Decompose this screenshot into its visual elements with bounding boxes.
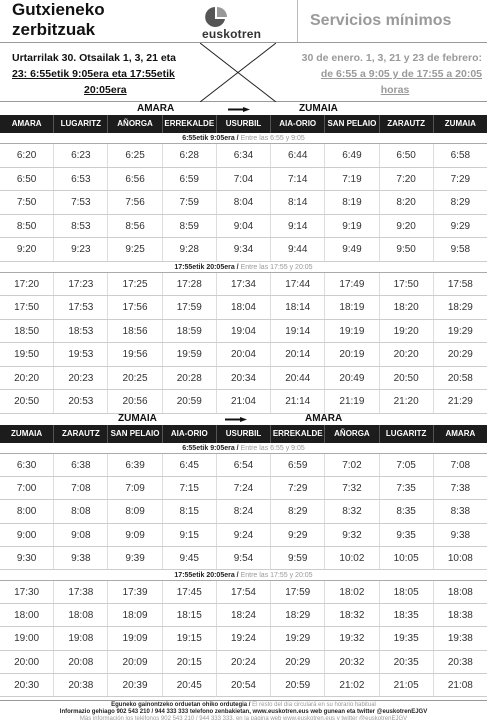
table-row [0, 320, 487, 344]
departure-time: 8:53 [54, 215, 108, 238]
stop-header: AIA-ORIO [271, 115, 325, 133]
departure-time: 8:09 [108, 500, 162, 522]
departure-time: 20:50 [380, 367, 434, 390]
departure-time: 19:32 [325, 627, 379, 649]
departure-time: 7:00 [0, 477, 54, 499]
departure-time: 19:50 [0, 343, 54, 366]
departure-time: 10:05 [380, 547, 434, 569]
schedule-basque-line: 20:05era [84, 84, 127, 96]
departure-time: 9:50 [380, 238, 434, 261]
table-row [0, 477, 487, 500]
departure-time: 19:35 [380, 627, 434, 649]
stop-header: AÑORGA [108, 115, 162, 133]
departure-time: 18:38 [447, 610, 473, 622]
departure-time: 20:04 [217, 343, 271, 366]
departure-time: 7:05 [380, 454, 434, 476]
departure-time: 7:53 [54, 191, 108, 214]
departure-time: 17:25 [108, 273, 162, 296]
departure-time: 6:50 [0, 168, 54, 191]
euskotren-logo [200, 2, 296, 40]
direction-from: AMARA [137, 103, 175, 114]
departure-time: 9:34 [217, 238, 271, 261]
schedule-blocks [0, 443, 487, 697]
table-row [0, 651, 487, 674]
departure-time: 18:19 [325, 296, 379, 319]
departure-time: 18:09 [108, 604, 162, 626]
departure-time: 20:39 [108, 674, 162, 696]
departure-time: 8:35 [380, 500, 434, 522]
departure-time: 18:59 [163, 320, 217, 343]
departure-time: 8:32 [325, 500, 379, 522]
departure-time: 19:09 [108, 627, 162, 649]
departure-time: 21:29 [447, 396, 473, 407]
departure-time: 18:24 [217, 604, 271, 626]
departure-time: 8:00 [0, 500, 54, 522]
departure-time: 21:14 [271, 390, 325, 413]
departure-time: 19:14 [271, 320, 325, 343]
table-row [0, 524, 487, 547]
logo-name: euskotren [202, 27, 262, 41]
departure-time: 20:35 [380, 651, 434, 673]
departure-time: 7:59 [163, 191, 217, 214]
departure-time: 9:08 [54, 524, 108, 546]
stop-header: USURBIL [217, 115, 271, 133]
departure-time: 20:53 [54, 390, 108, 413]
schedule-blocks [0, 133, 487, 414]
departure-time: 20:19 [325, 343, 379, 366]
departure-time: 20:38 [54, 674, 108, 696]
departure-time: 6:28 [163, 144, 217, 167]
schedule-spanish-line: horas [380, 84, 410, 96]
departure-time: 9:20 [0, 238, 54, 261]
departure-time: 7:56 [108, 191, 162, 214]
departure-time: 20:49 [325, 367, 379, 390]
departure-time: 9:58 [450, 244, 471, 255]
departure-time: 18:32 [325, 604, 379, 626]
departure-time: 9:14 [271, 215, 325, 238]
departure-time: 20:56 [108, 390, 162, 413]
departure-time: 17:53 [54, 296, 108, 319]
departure-time: 9:45 [163, 547, 217, 569]
footer-info-spanish: Más información los teléfonos 902 543 210 / 944 333 333, en la página web www.euskotren.eus y twitter @euskotrenEJGV [79, 716, 408, 720]
stop-header: AMARA [0, 115, 54, 133]
departure-time: 9:30 [0, 547, 54, 569]
stop-header: ERREKALDE [163, 115, 217, 133]
timetable-zumaia-amara [0, 413, 487, 697]
departure-time: 9:20 [380, 215, 434, 238]
departure-time: 19:29 [271, 627, 325, 649]
departure-time: 8:59 [163, 215, 217, 238]
departure-time: 20:00 [0, 651, 54, 673]
departure-time: 19:38 [447, 633, 473, 645]
departure-time: 9:54 [217, 547, 271, 569]
departure-time: 9:29 [450, 220, 471, 232]
departure-time: 17:58 [447, 278, 473, 290]
departure-time: 7:24 [217, 477, 271, 499]
departure-time: 21:04 [217, 390, 271, 413]
departure-time: 7:29 [450, 173, 471, 185]
departure-time: 19:19 [325, 320, 379, 343]
departure-time: 10:02 [325, 547, 379, 569]
departure-time: 7:19 [325, 168, 379, 191]
departure-time: 21:08 [447, 679, 473, 691]
departure-time: 20:25 [108, 367, 162, 390]
departure-time: 8:38 [450, 506, 471, 518]
schedule-spanish [268, 50, 482, 98]
stop-header: AMARA [445, 429, 476, 438]
departure-time: 7:08 [450, 460, 471, 471]
departure-time: 6:20 [0, 144, 54, 167]
time-window-basque: 6:55etik 9:05era / [182, 445, 239, 452]
time-window-basque: 6:55etik 9:05era / [182, 135, 239, 142]
departure-time: 6:58 [450, 150, 471, 161]
departure-time: 17:38 [54, 581, 108, 603]
stop-header: AIA-ORIO [163, 425, 217, 443]
departure-time: 18:08 [447, 586, 473, 598]
departure-time: 19:29 [447, 325, 473, 337]
arrow-right-icon [228, 107, 250, 112]
table-row [0, 215, 487, 239]
time-window-basque: 17:55etik 20:05era / [174, 571, 239, 579]
table-row [0, 273, 487, 297]
time-window-band [0, 443, 487, 454]
departure-time: 9:28 [163, 238, 217, 261]
departure-time: 20:15 [163, 651, 217, 673]
departure-time: 9:38 [54, 547, 108, 569]
stop-header: SAN PELAIO [325, 115, 379, 133]
departure-time: 18:56 [108, 320, 162, 343]
departure-time: 6:49 [325, 144, 379, 167]
departure-time: 8:29 [271, 500, 325, 522]
departure-time: 17:30 [0, 581, 54, 603]
departure-time: 9:38 [450, 529, 471, 541]
departure-time: 9:15 [163, 524, 217, 546]
departure-time: 8:56 [108, 215, 162, 238]
schedule-spanish-line: 30 de enero. 1, 3, 21 y 23 de febrero: [301, 52, 482, 64]
time-window-spanish: Entre las 17:55 y 20:05 [240, 571, 313, 579]
departure-time: 9:09 [108, 524, 162, 546]
header [0, 0, 487, 102]
departure-time: 6:39 [108, 454, 162, 476]
stop-header: AÑORGA [325, 425, 379, 443]
departure-time: 8:20 [380, 191, 434, 214]
departure-time: 9:44 [271, 238, 325, 261]
stop-header: ERREKALDE [271, 425, 325, 443]
departure-time: 18:53 [54, 320, 108, 343]
table-row [0, 627, 487, 650]
departure-time: 7:14 [271, 168, 325, 191]
schedule-basque-line: 23: 6:55etik 9:05era eta 17:55etik [12, 68, 175, 80]
table-row [0, 191, 487, 215]
departure-time: 6:38 [54, 454, 108, 476]
departure-time: 19:59 [163, 343, 217, 366]
departure-time: 18:14 [271, 296, 325, 319]
footer-line-1 [0, 702, 487, 709]
table-row [0, 390, 487, 414]
departure-time: 8:29 [450, 197, 471, 208]
departure-time: 7:32 [325, 477, 379, 499]
departure-time: 18:05 [380, 581, 434, 603]
departure-time: 6:54 [217, 454, 271, 476]
arrow-right-icon [225, 417, 247, 422]
departure-time: 6:34 [217, 144, 271, 167]
stop-header: LUGARITZ [54, 115, 108, 133]
departure-time: 21:19 [325, 390, 379, 413]
title-basque: Gutxieneko zerbitzuak [12, 0, 105, 39]
departure-time: 7:20 [380, 168, 434, 191]
departure-time: 8:15 [163, 500, 217, 522]
departure-time: 7:02 [325, 454, 379, 476]
footer-note-spanish: El resto del día circulará en su horario habitual [252, 702, 376, 708]
stop-header: LUGARITZ [380, 425, 434, 443]
departure-time: 17:59 [271, 581, 325, 603]
departure-time: 17:20 [0, 273, 54, 296]
direction-header [0, 413, 487, 425]
direction-header [0, 103, 487, 115]
departure-time: 19:24 [217, 627, 271, 649]
departure-time: 17:49 [325, 273, 379, 296]
departure-time: 17:50 [0, 296, 54, 319]
departure-time: 17:34 [217, 273, 271, 296]
departure-time: 6:53 [54, 168, 108, 191]
departure-time: 7:50 [0, 191, 54, 214]
departure-time: 9:25 [108, 238, 162, 261]
departure-time: 9:23 [54, 238, 108, 261]
time-window-spanish: Entre las 17:55 y 20:05 [240, 263, 313, 271]
departure-time: 20:09 [108, 651, 162, 673]
departure-time: 20:59 [271, 674, 325, 696]
departure-time: 19:53 [54, 343, 108, 366]
departure-time: 9:39 [108, 547, 162, 569]
departure-time: 8:08 [54, 500, 108, 522]
departure-time: 9:35 [380, 524, 434, 546]
departure-time: 8:24 [217, 500, 271, 522]
departure-time: 20:34 [217, 367, 271, 390]
departure-time: 19:04 [217, 320, 271, 343]
stop-header: ZUMAIA [0, 425, 54, 443]
departure-time: 8:50 [0, 215, 54, 238]
departure-time: 19:08 [54, 627, 108, 649]
table-row [0, 367, 487, 391]
departure-time: 8:14 [271, 191, 325, 214]
time-window-band [0, 570, 487, 581]
stop-header: USURBIL [217, 425, 271, 443]
table-row [0, 168, 487, 192]
departure-time: 6:30 [0, 454, 54, 476]
departure-time: 9:29 [271, 524, 325, 546]
departure-time: 20:24 [217, 651, 271, 673]
footer-note-basque: Eguneko gainontzeko orduetan ohiko ordutegia / [111, 702, 251, 708]
departure-time: 18:29 [447, 302, 473, 313]
departure-time: 6:23 [54, 144, 108, 167]
departure-time: 20:54 [217, 674, 271, 696]
departure-time: 20:30 [0, 674, 54, 696]
table-row [0, 238, 487, 262]
departure-time: 18:35 [380, 604, 434, 626]
departure-time: 9:00 [0, 524, 54, 546]
departure-time: 18:20 [380, 296, 434, 319]
time-window-band [0, 133, 487, 144]
departure-time: 6:25 [108, 144, 162, 167]
departure-time: 9:59 [271, 547, 325, 569]
departure-time: 20:29 [447, 349, 473, 360]
departure-time: 17:23 [54, 273, 108, 296]
table-row [0, 604, 487, 627]
departure-time: 19:56 [108, 343, 162, 366]
departure-time: 20:20 [380, 343, 434, 366]
departure-time: 7:08 [54, 477, 108, 499]
schedule-spanish-line: de 6:55 a 9:05 y de 17:55 a 20:05 [320, 68, 482, 80]
stop-header: ZARAUTZ [380, 115, 434, 133]
direction-to: ZUMAIA [299, 103, 338, 114]
departure-time: 17:50 [380, 273, 434, 296]
departure-time: 7:38 [450, 483, 471, 495]
departure-time: 18:29 [271, 604, 325, 626]
table-row [0, 343, 487, 367]
departure-time: 20:50 [0, 390, 54, 413]
departure-time: 17:39 [108, 581, 162, 603]
footer [0, 700, 487, 720]
table-row [0, 500, 487, 523]
departure-time: 21:05 [380, 674, 434, 696]
departure-time: 20:58 [447, 372, 473, 384]
departure-time: 7:35 [380, 477, 434, 499]
table-row [0, 144, 487, 168]
departure-time: 21:02 [325, 674, 379, 696]
departure-time: 20:44 [271, 367, 325, 390]
stops-header-row [0, 115, 487, 133]
departure-time: 20:28 [163, 367, 217, 390]
footer-info-basque: Informazio gehiago 902 543 210 / 944 333 333 telefono zenbakietan, www.euskotren.eus web gunean eta twitter @euskotrenEJGV [59, 709, 428, 715]
departure-time: 18:04 [217, 296, 271, 319]
departure-time: 21:20 [380, 390, 434, 413]
direction-from: ZUMAIA [118, 413, 157, 424]
departure-time: 6:45 [163, 454, 217, 476]
departure-time: 7:04 [217, 168, 271, 191]
departure-time: 9:24 [217, 524, 271, 546]
timetable-amara-zumaia [0, 103, 487, 414]
departure-time: 7:29 [271, 477, 325, 499]
stop-header: ZUMAIA [444, 119, 476, 128]
table-row [0, 296, 487, 320]
departure-time: 17:44 [271, 273, 325, 296]
stops-header-row [0, 425, 487, 443]
departure-time: 8:04 [217, 191, 271, 214]
stop-header: SAN PELAIO [108, 425, 162, 443]
table-row [0, 581, 487, 604]
departure-time: 20:23 [54, 367, 108, 390]
direction-to: AMARA [305, 413, 343, 424]
departure-time: 18:50 [0, 320, 54, 343]
departure-time: 6:59 [271, 454, 325, 476]
table-row [0, 454, 487, 477]
departure-time: 20:14 [271, 343, 325, 366]
euskotren-logo-icon [202, 6, 228, 28]
departure-time: 9:19 [325, 215, 379, 238]
departure-time: 17:28 [163, 273, 217, 296]
departure-time: 19:00 [0, 627, 54, 649]
departure-time: 9:49 [325, 238, 379, 261]
departure-time: 17:59 [163, 296, 217, 319]
departure-time: 17:45 [163, 581, 217, 603]
departure-time: 8:19 [325, 191, 379, 214]
departure-time: 17:54 [217, 581, 271, 603]
departure-time: 9:32 [325, 524, 379, 546]
schedule-basque [12, 50, 212, 98]
departure-time: 20:59 [163, 390, 217, 413]
departure-time: 19:20 [380, 320, 434, 343]
departure-time: 19:15 [163, 627, 217, 649]
departure-time: 20:38 [447, 656, 473, 668]
title-spanish: Servicios mínimos [297, 0, 487, 42]
table-row [0, 674, 487, 697]
departure-time: 6:44 [271, 144, 325, 167]
time-window-spanish: Entre las 6:55 y 9:05 [240, 445, 305, 452]
time-window-band [0, 262, 487, 273]
stop-header: ZARAUTZ [54, 425, 108, 443]
schedule-basque-line: Urtarrilak 30. Otsailak 1, 3, 21 eta [12, 52, 177, 64]
departure-time: 20:29 [271, 651, 325, 673]
departure-time: 6:50 [380, 144, 434, 167]
table-row [0, 547, 487, 570]
departure-time: 20:45 [163, 674, 217, 696]
departure-time: 18:15 [163, 604, 217, 626]
departure-time: 6:59 [163, 168, 217, 191]
departure-time: 18:08 [54, 604, 108, 626]
departure-time: 17:56 [108, 296, 162, 319]
departure-time: 18:02 [325, 581, 379, 603]
departure-time: 7:09 [108, 477, 162, 499]
departure-time: 10:08 [447, 552, 473, 564]
departure-time: 20:32 [325, 651, 379, 673]
time-window-basque: 17:55etik 20:05era / [174, 263, 239, 271]
cross-divider-icon [200, 43, 276, 102]
departure-time: 18:00 [0, 604, 54, 626]
time-window-spanish: Entre las 6:55 y 9:05 [240, 135, 305, 142]
departure-time: 6:56 [108, 168, 162, 191]
departure-time: 20:08 [54, 651, 108, 673]
departure-time: 7:15 [163, 477, 217, 499]
departure-time: 20:20 [0, 367, 54, 390]
departure-time: 9:04 [217, 215, 271, 238]
